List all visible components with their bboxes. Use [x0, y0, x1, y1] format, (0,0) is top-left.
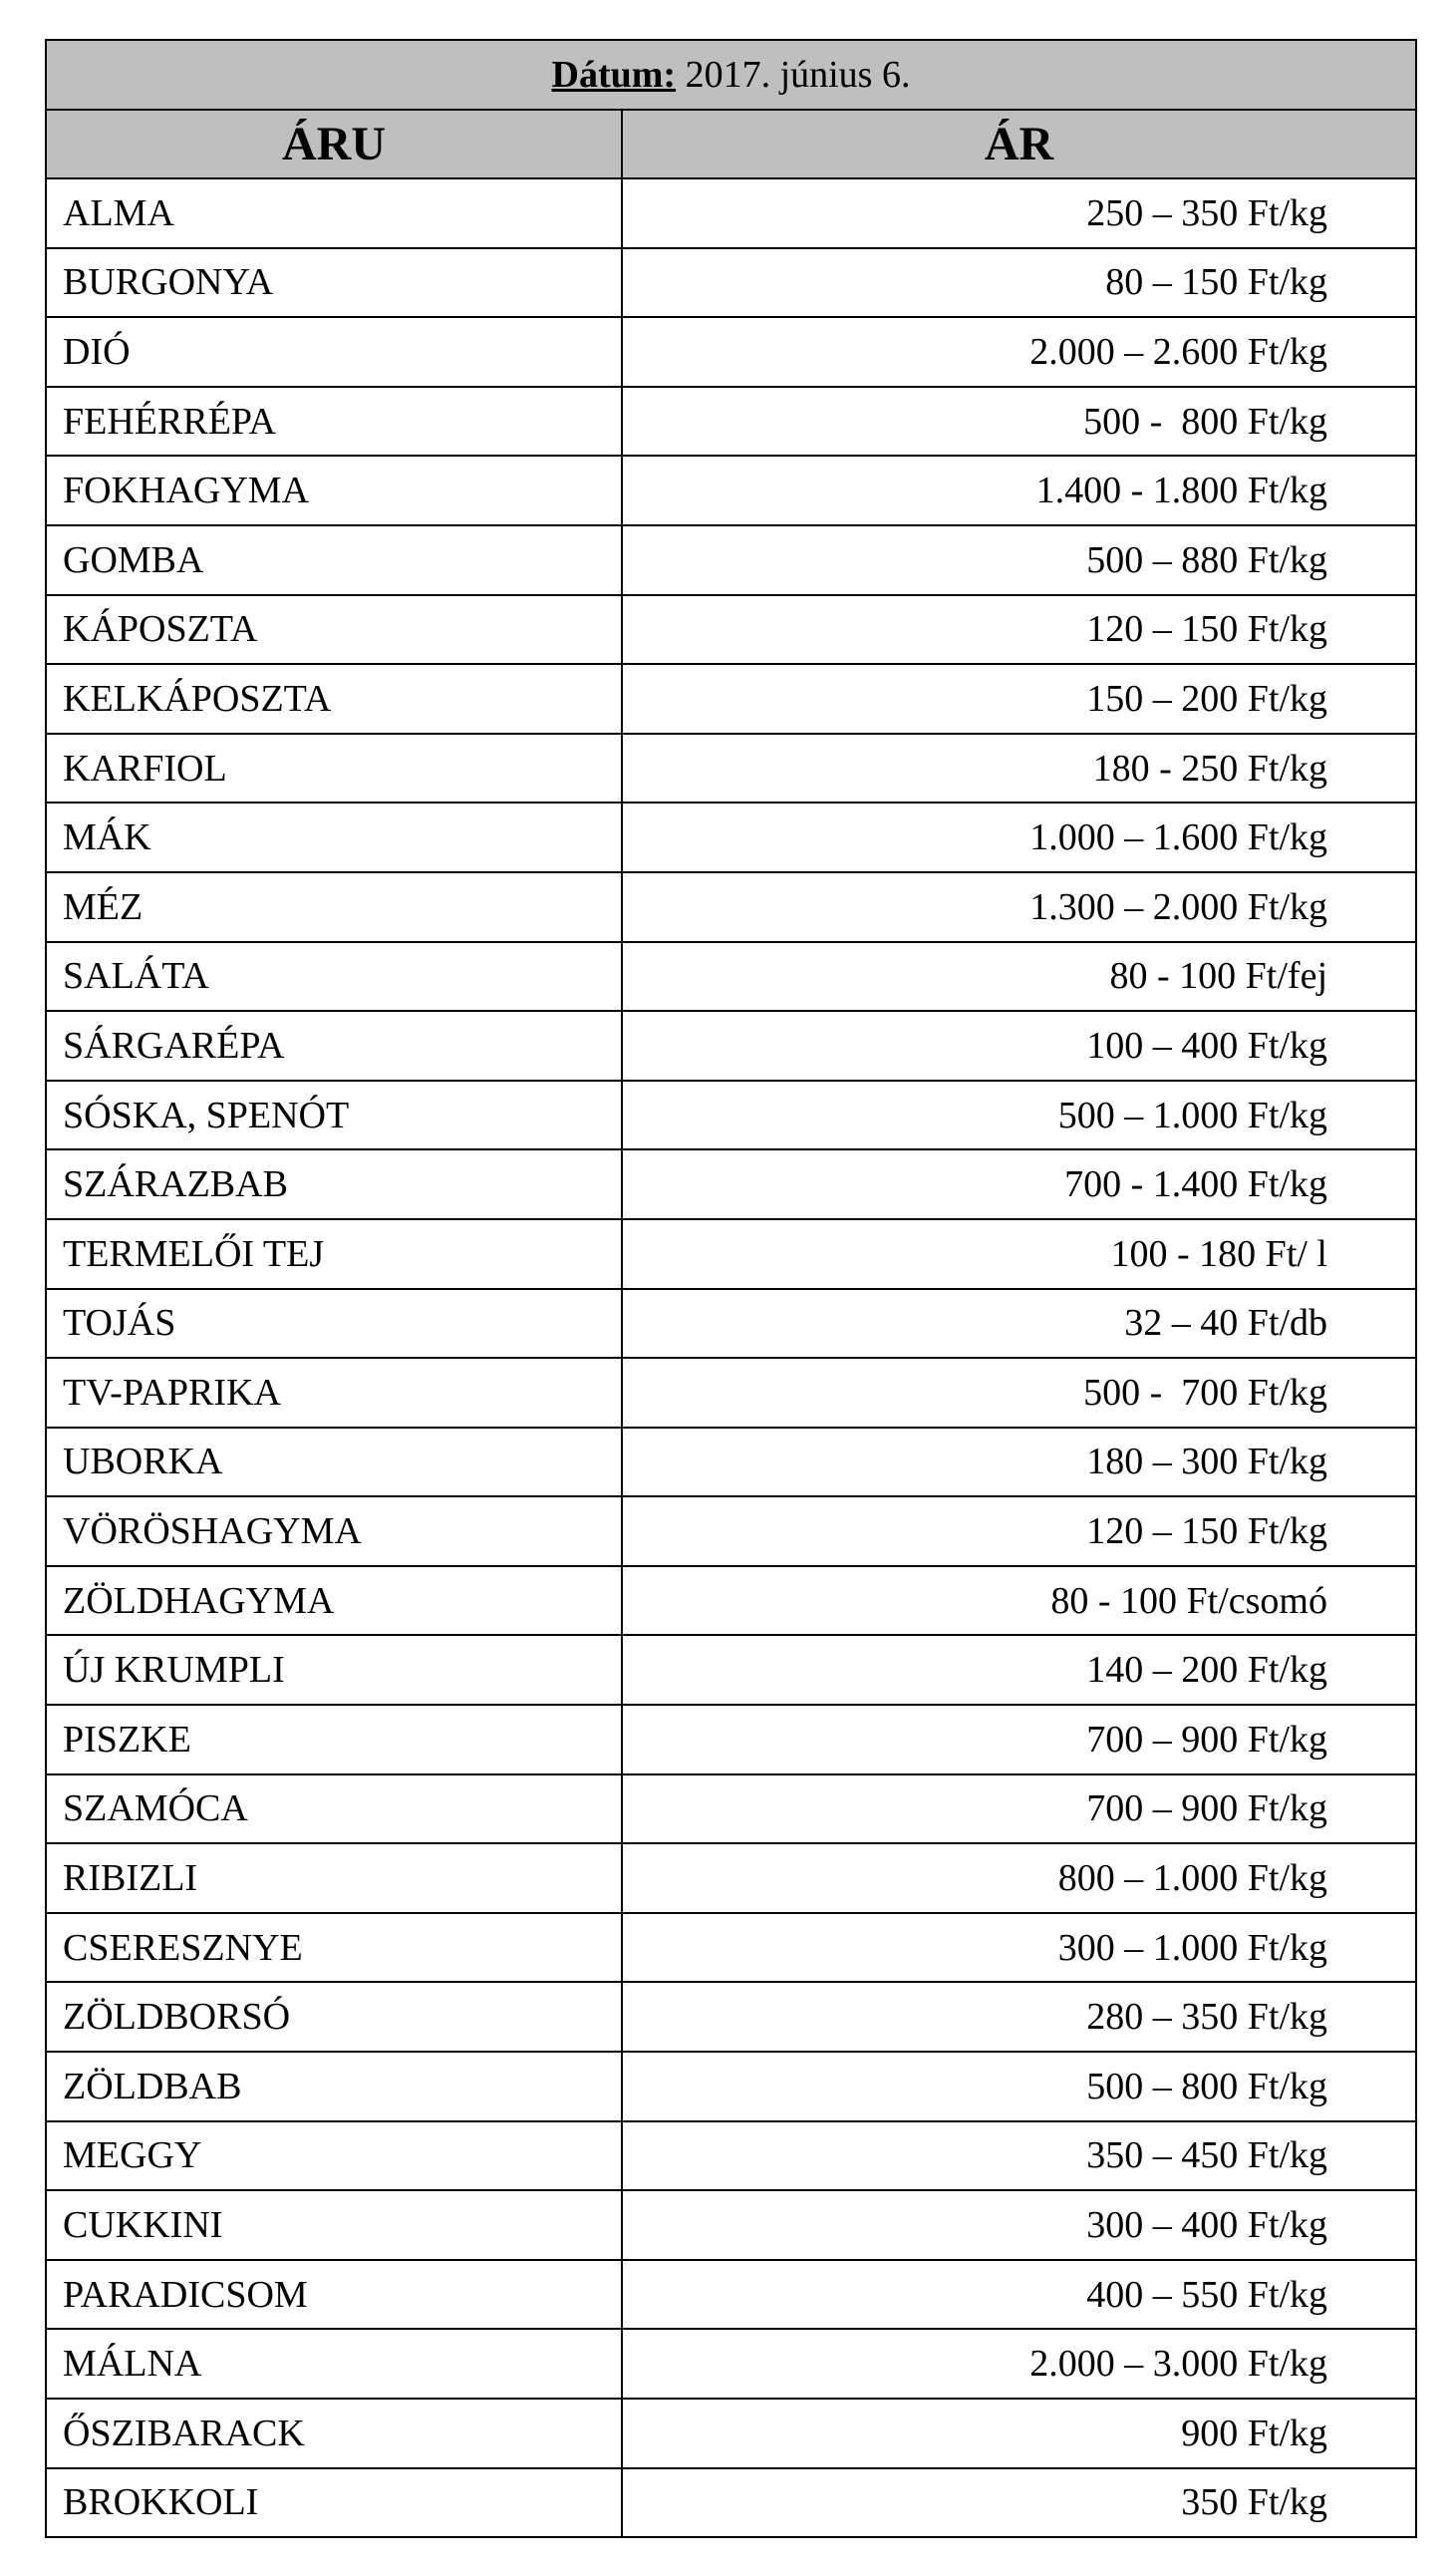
table-row — [46, 872, 1416, 942]
item-name: MEGGY — [46, 2121, 622, 2191]
table-row — [46, 1774, 1416, 1844]
table-row — [46, 1705, 1416, 1774]
item-name: ŐSZIBARACK — [46, 2399, 622, 2468]
item-name: SZÁRAZBAB — [46, 1149, 622, 1219]
table-row — [46, 1635, 1416, 1705]
item-name: UBORKA — [46, 1428, 622, 1497]
table-row — [46, 1081, 1416, 1150]
table-row — [46, 1428, 1416, 1497]
table-row — [46, 1566, 1416, 1636]
date-cell — [46, 40, 1416, 110]
item-price: 100 – 400 Ft/kg — [622, 1011, 1416, 1081]
item-price: 80 - 100 Ft/csomó — [622, 1566, 1416, 1636]
item-price: 80 – 150 Ft/kg — [622, 248, 1416, 318]
item-name: SÁRGARÉPA — [46, 1011, 622, 1081]
item-name: RIBIZLI — [46, 1843, 622, 1913]
item-price: 500 – 800 Ft/kg — [622, 2052, 1416, 2121]
item-name: SZAMÓCA — [46, 1774, 622, 1844]
item-price: 150 – 200 Ft/kg — [622, 664, 1416, 734]
item-name: MÉZ — [46, 872, 622, 942]
item-price: 1.000 – 1.600 Ft/kg — [622, 803, 1416, 872]
table-row — [46, 664, 1416, 734]
item-price: 1.400 - 1.800 Ft/kg — [622, 456, 1416, 525]
item-price: 32 – 40 Ft/db — [622, 1289, 1416, 1359]
item-price: 1.300 – 2.000 Ft/kg — [622, 872, 1416, 942]
table-row — [46, 1913, 1416, 1983]
table-row — [46, 2121, 1416, 2191]
table-row — [46, 248, 1416, 318]
item-name: ZÖLDBAB — [46, 2052, 622, 2121]
item-name: TOJÁS — [46, 1289, 622, 1359]
item-name: FOKHAGYMA — [46, 456, 622, 525]
table-row — [46, 317, 1416, 387]
item-price: 180 - 250 Ft/kg — [622, 734, 1416, 804]
item-price: 900 Ft/kg — [622, 2399, 1416, 2468]
table-row — [46, 1219, 1416, 1289]
item-price: 400 – 550 Ft/kg — [622, 2260, 1416, 2330]
item-name: FEHÉRRÉPA — [46, 387, 622, 457]
table-row — [46, 2260, 1416, 2330]
item-name: DIÓ — [46, 317, 622, 387]
table-row — [46, 595, 1416, 665]
date-value: 2017. június 6. — [676, 54, 911, 96]
item-name: ZÖLDHAGYMA — [46, 1566, 622, 1636]
item-name: VÖRÖSHAGYMA — [46, 1496, 622, 1566]
table-row — [46, 803, 1416, 872]
item-name: KÁPOSZTA — [46, 595, 622, 665]
item-price: 300 – 400 Ft/kg — [622, 2190, 1416, 2260]
table-row — [46, 2190, 1416, 2260]
item-price: 300 – 1.000 Ft/kg — [622, 1913, 1416, 1983]
header-row — [46, 110, 1416, 178]
item-name: KARFIOL — [46, 734, 622, 804]
table-row — [46, 1843, 1416, 1913]
table-row — [46, 734, 1416, 804]
item-price: 250 – 350 Ft/kg — [622, 178, 1416, 248]
table-row — [46, 456, 1416, 525]
table-row — [46, 525, 1416, 595]
item-price: 500 - 800 Ft/kg — [622, 387, 1416, 457]
item-price: 500 – 1.000 Ft/kg — [622, 1081, 1416, 1150]
item-price: 500 – 880 Ft/kg — [622, 525, 1416, 595]
item-price: 2.000 – 3.000 Ft/kg — [622, 2329, 1416, 2399]
item-name: CUKKINI — [46, 2190, 622, 2260]
table-row — [46, 387, 1416, 457]
item-name: ÚJ KRUMPLI — [46, 1635, 622, 1705]
item-price: 500 - 700 Ft/kg — [622, 1358, 1416, 1428]
item-name: KELKÁPOSZTA — [46, 664, 622, 734]
date-row — [46, 40, 1416, 110]
table-row — [46, 2399, 1416, 2468]
item-name: TERMELŐI TEJ — [46, 1219, 622, 1289]
item-name: SALÁTA — [46, 942, 622, 1012]
item-price: 700 – 900 Ft/kg — [622, 1774, 1416, 1844]
item-price: 350 Ft/kg — [622, 2468, 1416, 2538]
item-price: 80 - 100 Ft/fej — [622, 942, 1416, 1012]
table-row — [46, 1149, 1416, 1219]
table-row — [46, 1011, 1416, 1081]
item-price: 120 – 150 Ft/kg — [622, 595, 1416, 665]
table-row — [46, 2468, 1416, 2538]
item-price: 800 – 1.000 Ft/kg — [622, 1843, 1416, 1913]
table-row — [46, 1289, 1416, 1359]
item-name: MÁK — [46, 803, 622, 872]
table-row — [46, 2052, 1416, 2121]
item-price: 700 – 900 Ft/kg — [622, 1705, 1416, 1774]
item-price: 350 – 450 Ft/kg — [622, 2121, 1416, 2191]
item-price: 140 – 200 Ft/kg — [622, 1635, 1416, 1705]
table-row — [46, 1982, 1416, 2052]
item-name: TV-PAPRIKA — [46, 1358, 622, 1428]
item-name: BROKKOLI — [46, 2468, 622, 2538]
date-label: Dátum: — [551, 54, 677, 96]
column-header-item: ÁRU — [46, 110, 622, 178]
item-name: BURGONYA — [46, 248, 622, 318]
table-row — [46, 178, 1416, 248]
item-name: GOMBA — [46, 525, 622, 595]
item-price: 2.000 – 2.600 Ft/kg — [622, 317, 1416, 387]
table-row — [46, 1496, 1416, 1566]
item-price: 120 – 150 Ft/kg — [622, 1496, 1416, 1566]
item-name: ALMA — [46, 178, 622, 248]
table-row — [46, 2329, 1416, 2399]
item-name: MÁLNA — [46, 2329, 622, 2399]
item-price: 700 - 1.400 Ft/kg — [622, 1149, 1416, 1219]
item-name: PARADICSOM — [46, 2260, 622, 2330]
table-row — [46, 1358, 1416, 1428]
item-price: 280 – 350 Ft/kg — [622, 1982, 1416, 2052]
item-price: 180 – 300 Ft/kg — [622, 1428, 1416, 1497]
column-header-price: ÁR — [622, 110, 1416, 178]
item-name: SÓSKA, SPENÓT — [46, 1081, 622, 1150]
price-table — [45, 39, 1417, 2538]
item-name: PISZKE — [46, 1705, 622, 1774]
item-name: CSERESZNYE — [46, 1913, 622, 1983]
item-price: 100 - 180 Ft/ l — [622, 1219, 1416, 1289]
table-row — [46, 942, 1416, 1012]
item-name: ZÖLDBORSÓ — [46, 1982, 622, 2052]
